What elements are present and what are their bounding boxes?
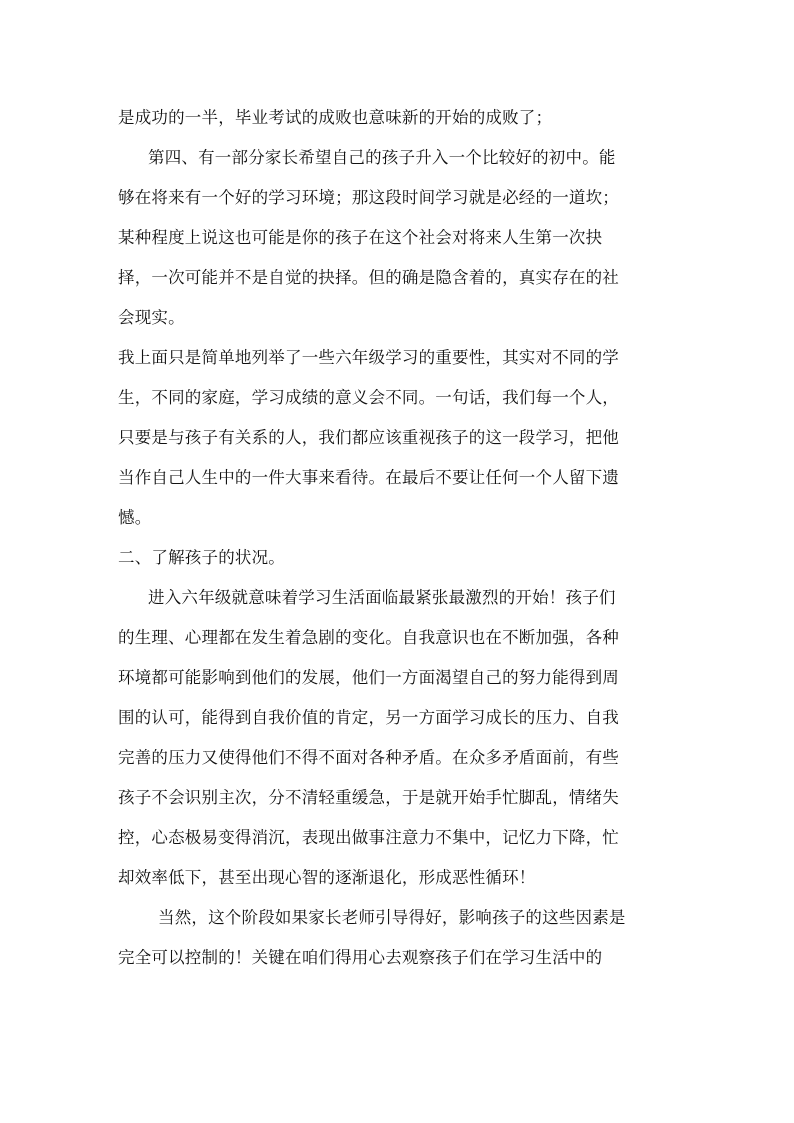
text-line: 只要是与孩子有关系的人，我们都应该重视孩子的这一段学习，把他 bbox=[118, 428, 619, 447]
paragraph-first-line: 当然，这个阶段如果家长老师引导得好，影响孩子的这些因素是 bbox=[158, 908, 626, 927]
text-line: 当作自己人生中的一件大事来看待。在最后不要让任何一个人留下遗 bbox=[118, 468, 619, 487]
text-line: 憾。 bbox=[118, 508, 152, 527]
paragraph-first-line: 进入六年级就意味着学习生活面临最紧张最激烈的开始！孩子们 bbox=[148, 588, 616, 607]
text-line: 完善的压力又使得他们不得不面对各种矛盾。在众多矛盾面前，有些 bbox=[118, 748, 619, 767]
text-line: 择，一次可能并不是自觉的抉择。但的确是隐含着的，真实存在的社 bbox=[118, 268, 619, 287]
text-line: 是成功的一半，毕业考试的成败也意味新的开始的成败了； bbox=[118, 108, 553, 127]
paragraph-first-line: 第四、有一部分家长希望自己的孩子升入一个比较好的初中。能 bbox=[148, 148, 616, 167]
text-line: 孩子不会识别主次，分不清轻重缓急，于是就开始手忙脚乱，情绪失 bbox=[118, 788, 619, 807]
text-line: 的生理、心理都在发生着急剧的变化。自我意识也在不断加强，各种 bbox=[118, 628, 619, 647]
document-body bbox=[118, 98, 678, 978]
text-line: 完全可以控制的！关键在咱们得用心去观察孩子们在学习生活中的 bbox=[118, 948, 603, 967]
text-line: 生，不同的家庭，学习成绩的意义会不同。一句话，我们每一个人， bbox=[118, 388, 619, 407]
section-heading: 二、了解孩子的状况。 bbox=[118, 548, 285, 567]
text-line: 够在将来有一个好的学习环境；那这段时间学习就是必经的一道坎； bbox=[118, 188, 619, 207]
text-line: 环境都可能影响到他们的发展，他们一方面渴望自己的努力能得到周 bbox=[118, 668, 619, 687]
text-line: 却效率低下，甚至出现心智的逐渐退化，形成恶性循环！ bbox=[118, 868, 536, 887]
text-line: 围的认可，能得到自我价值的肯定，另一方面学习成长的压力、自我 bbox=[118, 708, 619, 727]
text-line: 某种程度上说这也可能是你的孩子在这个社会对将来人生第一次抉 bbox=[118, 228, 603, 247]
text-line: 控，心态极易变得消沉，表现出做事注意力不集中，记忆力下降，忙 bbox=[118, 828, 619, 847]
text-line: 会现实。 bbox=[118, 308, 185, 327]
paragraph-first-line: 我上面只是简单地列举了一些六年级学习的重要性，其实对不同的学 bbox=[118, 348, 619, 367]
